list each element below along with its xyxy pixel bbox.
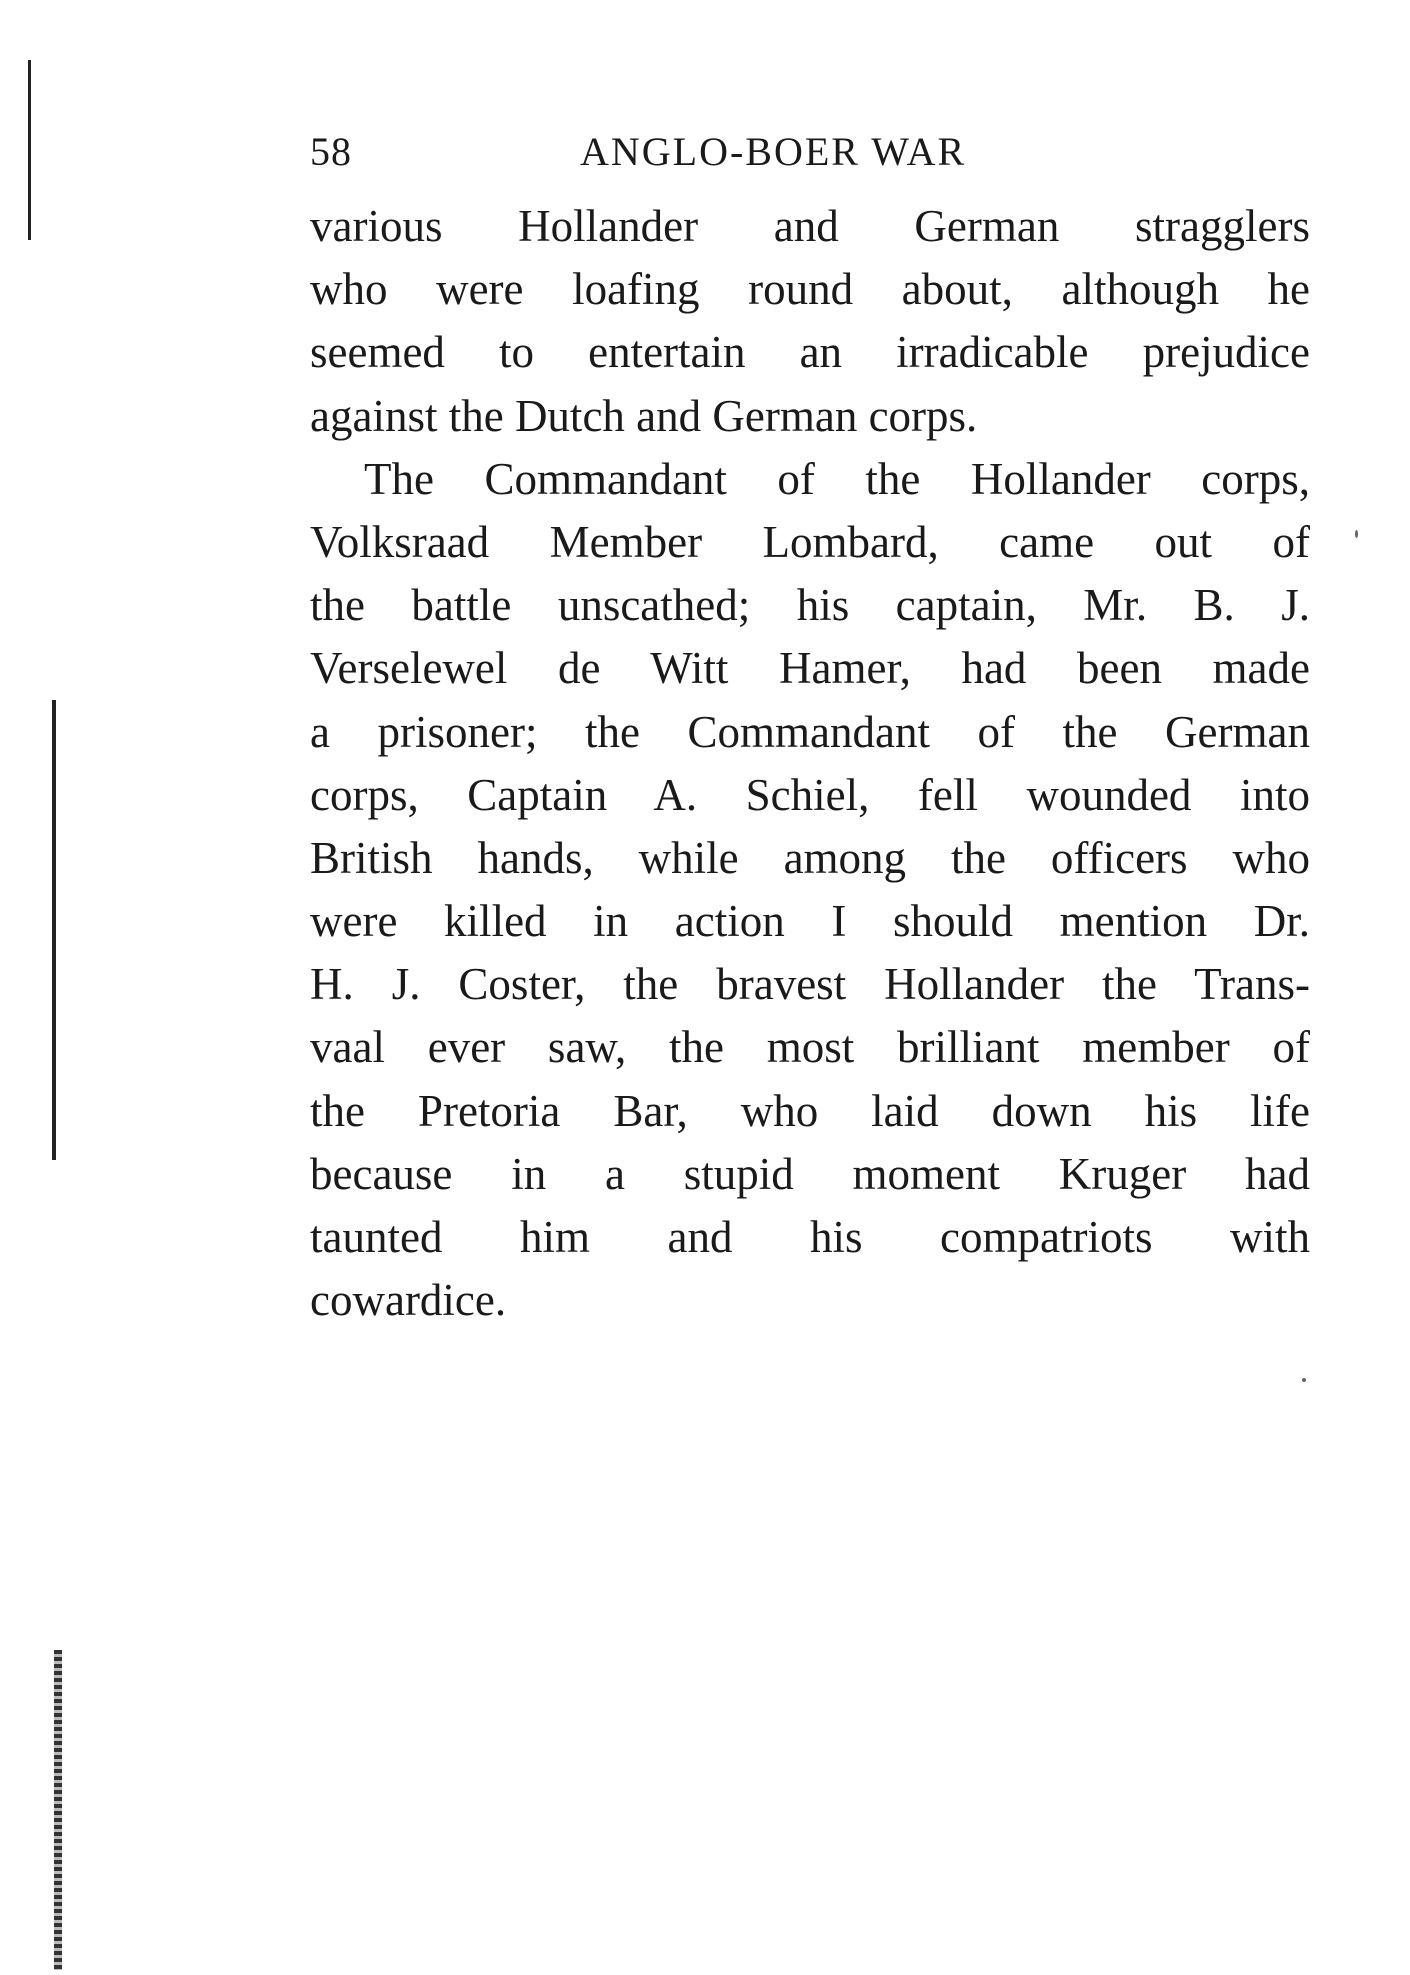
binding-edge-bottom: [54, 1650, 62, 1970]
text-line: corps, Captain A. Schiel, fell wounded into: [310, 769, 1310, 820]
binding-edge-middle: [52, 700, 56, 1160]
text-line: vaal ever saw, the most brilliant member of: [310, 1022, 1310, 1073]
binding-edge-top: [28, 60, 31, 240]
body-text: [310, 195, 1310, 1332]
text-line: various Hollander and German stragglers: [310, 201, 1310, 251]
paragraph-start-line: The Commandant of the Hollander corps,: [364, 453, 1310, 504]
text-line: taunted him and his compatriots with: [310, 1212, 1310, 1262]
text-line: against the Dutch and German corps.: [310, 390, 978, 441]
page-header: [310, 128, 1070, 178]
scan-speck: [1302, 1378, 1306, 1382]
text-line: Verselewel de Witt Hamer, had been made: [310, 643, 1310, 694]
text-line: Volksraad Member Lombard, came out of: [310, 516, 1310, 567]
text-line: the battle unscathed; his captain, Mr. B. J.: [310, 580, 1310, 631]
running-title: ANGLO-BOER WAR: [580, 129, 967, 174]
text-line: because in a stupid moment Kruger had: [310, 1148, 1310, 1199]
text-line: British hands, while among the officers who: [310, 832, 1310, 883]
text-line: who were loafing round about, although he: [310, 264, 1310, 315]
text-line: H. J. Coster, the bravest Hollander the Trans-: [310, 959, 1310, 1010]
text-line: seemed to entertain an irradicable prejudice: [310, 327, 1310, 378]
text-line: were killed in action I should mention Dr.: [310, 896, 1310, 947]
text-line: the Pretoria Bar, who laid down his life: [310, 1085, 1310, 1136]
page-number: 58: [310, 129, 352, 174]
text-line: a prisoner; the Commandant of the German: [310, 706, 1310, 757]
text-line: cowardice.: [310, 1275, 507, 1326]
scan-speck: [1355, 530, 1358, 538]
